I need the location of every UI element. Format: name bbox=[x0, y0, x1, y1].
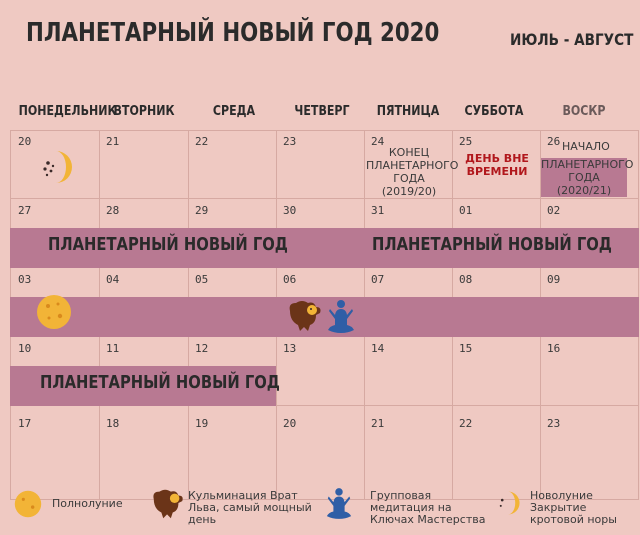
day-number[interactable]: 20 bbox=[283, 417, 297, 430]
day-number[interactable]: 22 bbox=[459, 417, 473, 430]
weekday-wed: СРЕДА bbox=[212, 104, 256, 119]
weekday-thu: ЧЕТВЕРГ bbox=[294, 104, 350, 119]
start-label: НАЧАЛО bbox=[562, 140, 610, 153]
weekday-sun: ВОСКР bbox=[562, 104, 606, 119]
day-number[interactable]: 22 bbox=[195, 135, 209, 148]
day-number[interactable]: 18 bbox=[106, 417, 120, 430]
day-number[interactable]: 07 bbox=[371, 273, 385, 286]
band-week3 bbox=[10, 297, 639, 337]
day-number[interactable]: 09 bbox=[547, 273, 561, 286]
day-number[interactable]: 05 bbox=[195, 273, 209, 286]
day-number[interactable]: 17 bbox=[18, 417, 32, 430]
day-number[interactable]: 08 bbox=[459, 273, 473, 286]
day-number[interactable]: 14 bbox=[371, 342, 385, 355]
calendar-grid bbox=[10, 130, 639, 500]
legend-group-meditation: Групповая медитация на Ключах Мастерства bbox=[370, 489, 486, 526]
weekday-mon: ПОНЕДЕЛЬНИК bbox=[18, 104, 117, 119]
day-number[interactable]: 28 bbox=[106, 204, 120, 217]
full-moon-icon bbox=[14, 490, 42, 522]
day-number[interactable]: 25 bbox=[459, 135, 473, 148]
day-number[interactable]: 02 bbox=[547, 204, 561, 217]
new-moon-icon bbox=[495, 490, 521, 520]
legend-lions-gate: Кульминация Врат Льва, самый мощный день bbox=[188, 489, 312, 526]
day-number[interactable]: 06 bbox=[283, 273, 297, 286]
date-range: ИЮЛЬ - АВГУСТ bbox=[510, 30, 634, 49]
day-number[interactable]: 24 bbox=[371, 135, 385, 148]
legend-full-moon: Полнолуние bbox=[52, 497, 123, 510]
meditation-icon bbox=[326, 299, 356, 339]
day-number[interactable]: 20 bbox=[18, 135, 32, 148]
day-number[interactable]: 11 bbox=[106, 342, 120, 355]
day-number[interactable]: 31 bbox=[371, 204, 385, 217]
day-number[interactable]: 10 bbox=[18, 342, 32, 355]
weekday-fri: ПЯТНИЦА bbox=[376, 104, 440, 119]
band-label: ПЛАНЕТАРНЫЙ НОВЫЙ ГОД bbox=[372, 234, 612, 255]
day-number[interactable]: 21 bbox=[106, 135, 120, 148]
lion-icon bbox=[150, 487, 186, 525]
legend-new-moon: Новолуние Закрытие кротовой норы bbox=[530, 489, 617, 526]
day-number[interactable]: 03 bbox=[18, 273, 32, 286]
weekday-tue: ВТОРНИК bbox=[113, 104, 175, 119]
meditation-icon bbox=[325, 487, 353, 525]
day-number[interactable]: 27 bbox=[18, 204, 32, 217]
day-number[interactable]: 23 bbox=[283, 135, 297, 148]
lion-icon bbox=[286, 299, 324, 337]
day-number[interactable]: 21 bbox=[371, 417, 385, 430]
day-number[interactable]: 19 bbox=[195, 417, 209, 430]
day-number[interactable]: 01 bbox=[459, 204, 473, 217]
new-moon-icon bbox=[38, 149, 74, 189]
day-out-of-time-label: ДЕНЬ ВНЕ ВРЕМЕНИ bbox=[465, 152, 529, 178]
end-planetary-year-label: КОНЕЦ ПЛАНЕТАРНОГО ГОДА (2019/20) bbox=[366, 146, 459, 198]
day-number[interactable]: 26 bbox=[547, 135, 561, 148]
day-number[interactable]: 16 bbox=[547, 342, 561, 355]
band-label: ПЛАНЕТАРНЫЙ НОВЫЙ ГОД bbox=[40, 372, 280, 393]
full-moon-icon bbox=[36, 294, 72, 334]
day-number[interactable]: 29 bbox=[195, 204, 209, 217]
weekday-sat: СУББОТА bbox=[464, 104, 524, 119]
start-planetary-year-label: ПЛАНЕТАРНОГО ГОДА (2020/21) bbox=[541, 158, 634, 197]
day-number[interactable]: 23 bbox=[547, 417, 561, 430]
day-number[interactable]: 30 bbox=[283, 204, 297, 217]
day-number[interactable]: 13 bbox=[283, 342, 297, 355]
day-number[interactable]: 12 bbox=[195, 342, 209, 355]
day-number[interactable]: 15 bbox=[459, 342, 473, 355]
band-label: ПЛАНЕТАРНЫЙ НОВЫЙ ГОД bbox=[48, 234, 288, 255]
day-number[interactable]: 04 bbox=[106, 273, 120, 286]
page-title: ПЛАНЕТАРНЫЙ НОВЫЙ ГОД 2020 bbox=[26, 18, 440, 48]
